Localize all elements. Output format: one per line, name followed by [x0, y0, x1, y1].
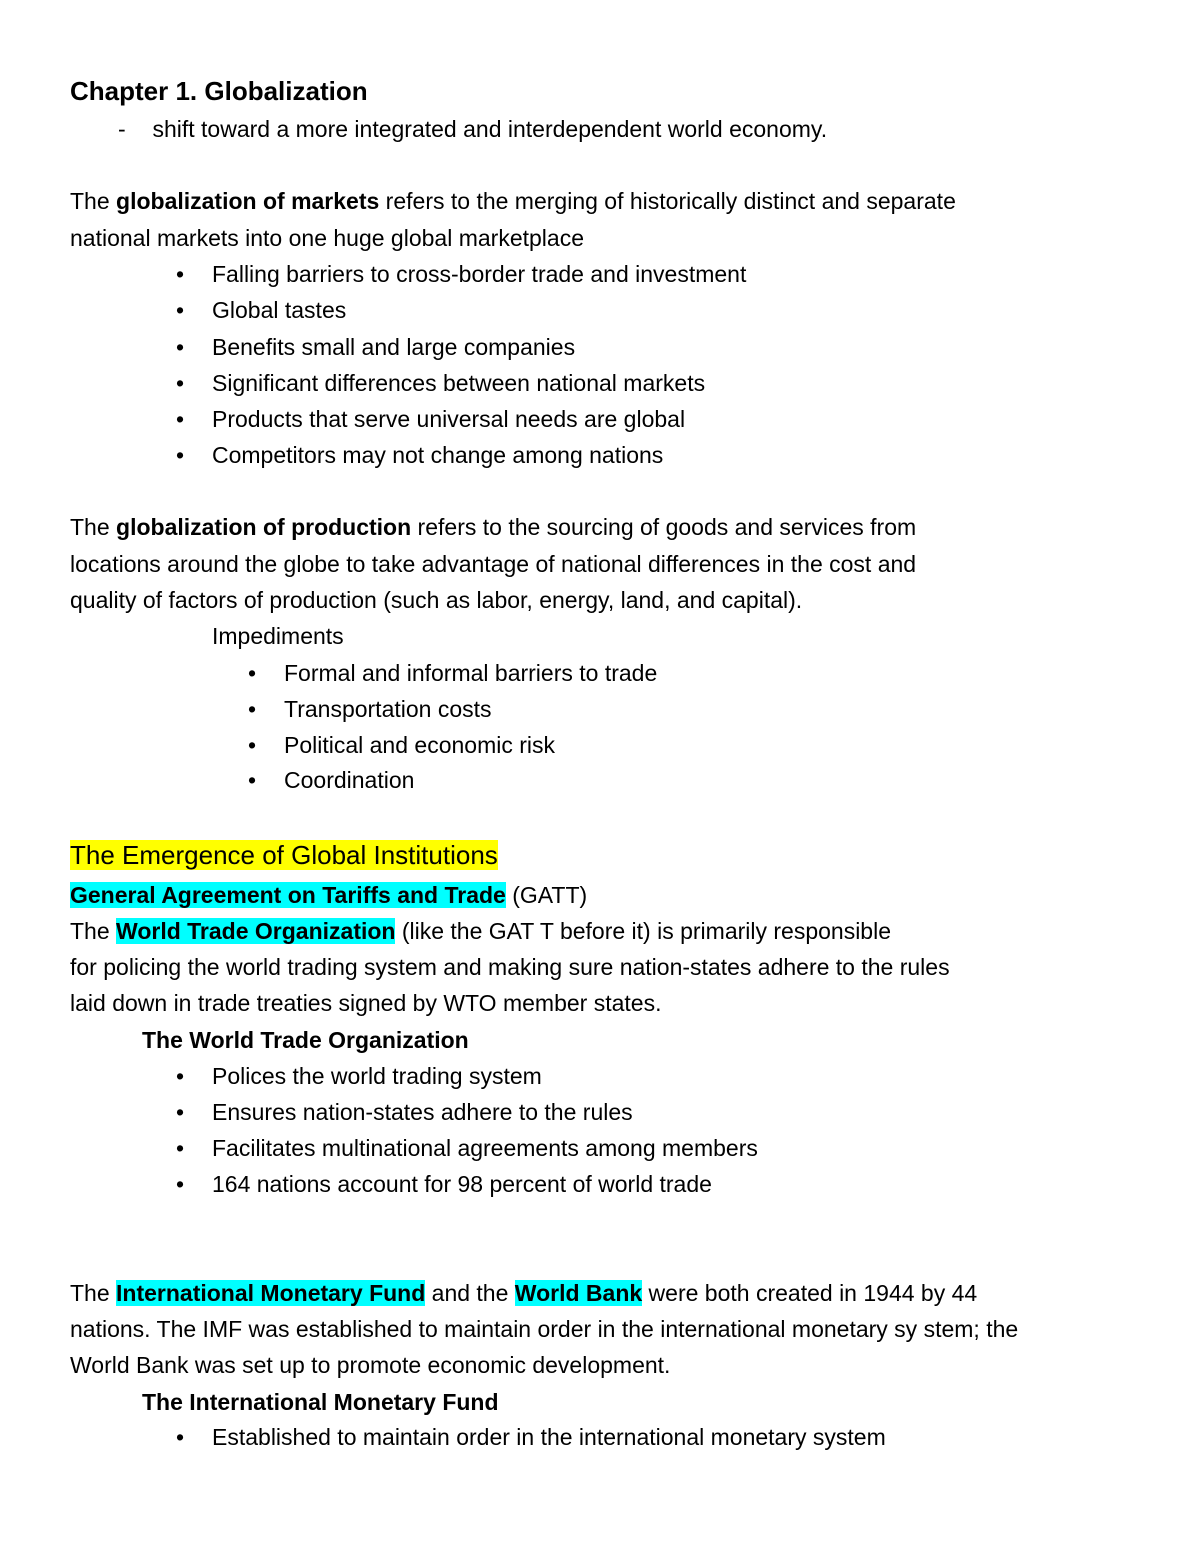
list-item [176, 368, 705, 398]
definition-item [118, 114, 827, 144]
gatt-term: General Agreement on Tariffs and Trade [70, 882, 506, 908]
list-item [248, 730, 555, 760]
list-item [176, 295, 346, 325]
imf-paragraph-line-3: World Bank was set up to promote economic development. [70, 1352, 671, 1378]
bullet-marker: • [176, 261, 185, 287]
production-paragraph-line-1 [70, 512, 916, 542]
text-fragment: refers to the sourcing of goods and services from [411, 514, 917, 540]
bullet-marker: • [176, 1063, 185, 1089]
bullet-marker: • [176, 1171, 185, 1197]
wto-paragraph-line-1 [70, 916, 891, 946]
list-item [176, 1097, 633, 1127]
list-item [176, 259, 746, 289]
list-item-text: Political and economic risk [284, 732, 556, 758]
list-item-text: Facilitates multinational agreements among members [212, 1135, 758, 1161]
imf-paragraph-line-1 [70, 1278, 977, 1308]
list-item [176, 1422, 886, 1452]
impediments-label: Impediments [212, 623, 344, 649]
list-item [176, 1133, 758, 1163]
bullet-marker: • [176, 1099, 185, 1125]
list-item-text: Falling barriers to cross-border trade and investment [212, 261, 747, 287]
list-item-text: Established to maintain order in the international monetary system [212, 1424, 886, 1450]
text-fragment: refers to the merging of historically distinct and separate [379, 188, 956, 214]
list-item [248, 694, 492, 724]
production-paragraph-line-3: quality of factors of production (such as labor, energy, land, and capital). [70, 587, 803, 613]
text-fragment: The [70, 188, 117, 214]
dash-marker: - [118, 116, 126, 142]
wto-paragraph-line-2: for policing the world trading system and making sure nation-states adhere to the rules [70, 954, 950, 980]
bullet-marker: • [248, 732, 257, 758]
list-item-text: Ensures nation-states adhere to the rules [212, 1099, 633, 1125]
list-item-text: 164 nations account for 98 percent of world trade [212, 1171, 712, 1197]
list-item [248, 658, 657, 688]
list-item-text: Coordination [284, 767, 415, 793]
text-fragment: The [70, 1280, 117, 1306]
list-item [176, 404, 685, 434]
list-item [176, 1061, 542, 1091]
imf-subheading: The International Monetary Fund [142, 1389, 499, 1415]
bullet-marker: • [176, 297, 185, 323]
markets-paragraph-line-1 [70, 186, 956, 216]
list-item-text: Products that serve universal needs are global [212, 406, 686, 432]
markets-paragraph-line-2: national markets into one huge global marketplace [70, 225, 584, 251]
production-paragraph-line-2: locations around the globe to take advantage of national differences in the cost and [70, 551, 917, 577]
bullet-marker: • [248, 767, 257, 793]
chapter-title: Chapter 1. Globalization [70, 76, 368, 106]
definition-text: shift toward a more integrated and interdependent world economy. [152, 116, 828, 142]
bullet-marker: • [176, 334, 185, 360]
production-term: globalization of production [116, 514, 412, 540]
bullet-marker: • [176, 1135, 185, 1161]
list-item-text: Competitors may not change among nations [212, 442, 664, 468]
list-item-text: Polices the world trading system [212, 1063, 542, 1089]
text-fragment: The [70, 514, 117, 540]
institutions-heading [70, 840, 498, 870]
bullet-marker: • [176, 1424, 185, 1450]
list-item [248, 765, 414, 795]
text-fragment: The [70, 918, 117, 944]
list-item-text: Transportation costs [284, 696, 492, 722]
wto-paragraph-line-3: laid down in trade treaties signed by WTO member states. [70, 990, 662, 1016]
text-fragment: were both created in 1944 by 44 [642, 1280, 978, 1306]
bullet-marker: • [248, 696, 257, 722]
wto-term: World Trade Organization [116, 918, 396, 944]
text-fragment: (GATT) [505, 882, 588, 908]
bullet-marker: • [176, 406, 185, 432]
list-item [176, 332, 575, 362]
world-bank-term: World Bank [514, 1280, 643, 1306]
imf-term: International Monetary Fund [116, 1280, 426, 1306]
list-item-text: Benefits small and large companies [212, 334, 576, 360]
list-item [176, 440, 663, 470]
markets-term: globalization of markets [116, 188, 380, 214]
list-item-text: Significant differences between national markets [212, 370, 706, 396]
bullet-marker: • [248, 660, 257, 686]
highlighted-heading: The Emergence of Global Institutions [70, 840, 498, 870]
bullet-marker: • [176, 442, 185, 468]
list-item-text: Global tastes [212, 297, 347, 323]
list-item-text: Formal and informal barriers to trade [284, 660, 658, 686]
text-fragment: (like the GAT T before it) is primarily responsible [395, 918, 892, 944]
list-item [176, 1169, 712, 1199]
imf-paragraph-line-2: nations. The IMF was established to maintain order in the international monetary sy stem; the [70, 1316, 1019, 1342]
bullet-marker: • [176, 370, 185, 396]
wto-subheading: The World Trade Organization [142, 1027, 469, 1053]
gatt-line [70, 880, 587, 910]
text-fragment: and the [425, 1280, 515, 1306]
